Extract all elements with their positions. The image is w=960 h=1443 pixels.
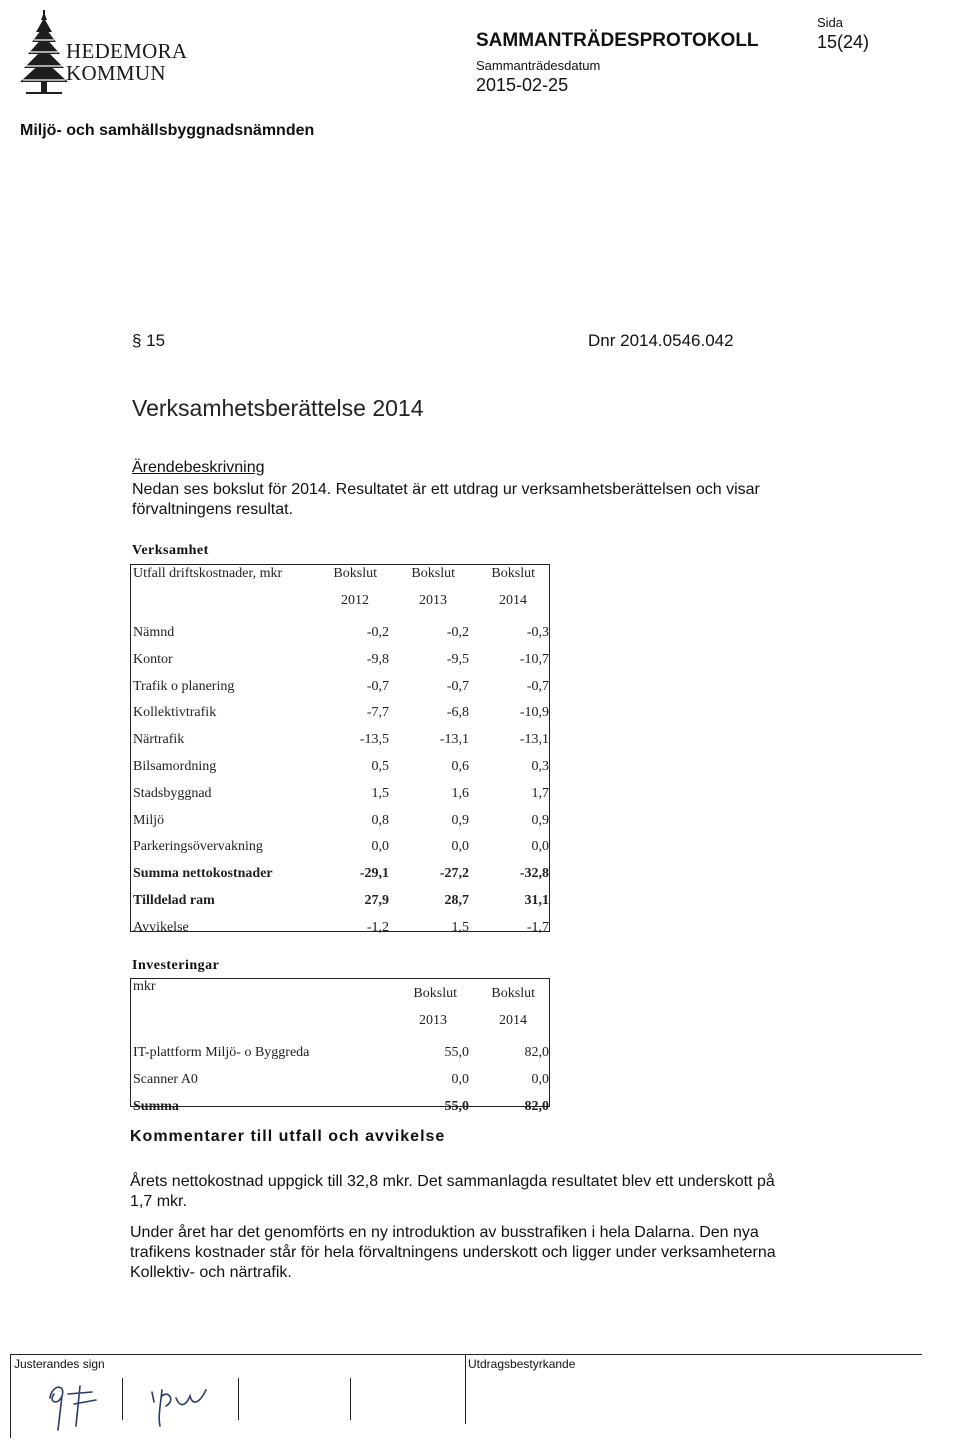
cell-value: 27,9 <box>364 892 389 908</box>
sign-divider <box>122 1378 123 1420</box>
table2-caption: Investeringar <box>132 958 220 973</box>
cell-value: 0,5 <box>371 758 389 774</box>
cell-value: -13,5 <box>359 732 389 748</box>
investments-table <box>131 979 549 1120</box>
row-label: Tilldelad ram <box>133 892 215 908</box>
row-label: Kollektivtrafik <box>133 705 217 721</box>
page-number: 15(24) <box>817 32 870 52</box>
cell-value: -0,7 <box>366 678 389 694</box>
table-header-row <box>131 566 549 593</box>
sign-divider <box>238 1378 239 1420</box>
cell-value: 55,0 <box>444 1098 469 1114</box>
cell-value: -7,7 <box>366 705 389 721</box>
cell-value: -9,5 <box>446 651 469 667</box>
comments-heading: Kommentarer till utfall och avvikelse <box>130 1128 446 1145</box>
row-label: Summa nettokostnader <box>133 866 273 882</box>
row-label: Närtrafik <box>133 732 185 748</box>
column-year: 2012 <box>341 592 369 608</box>
column-year: 2013 <box>419 1012 447 1028</box>
table-row <box>131 620 549 647</box>
column-year: 2014 <box>499 592 527 608</box>
row-label: Trafik o planering <box>133 678 235 694</box>
cell-value: -0,7 <box>446 678 469 694</box>
cell-value: -0,7 <box>526 678 549 694</box>
column-year: 2013 <box>419 592 447 608</box>
cell-value: 82,0 <box>524 1044 549 1060</box>
row-label: Summa <box>133 1098 179 1114</box>
row-label: Stadsbyggnad <box>133 785 212 801</box>
cell-value: 0,0 <box>451 839 469 855</box>
page-label: Sida <box>817 15 844 30</box>
footer-rule <box>10 1354 922 1355</box>
column-header: mkr <box>133 979 156 994</box>
paragraph-number: § 15 <box>132 331 166 350</box>
row-label: Miljö <box>133 812 165 828</box>
cell-value: -13,1 <box>439 732 469 748</box>
org-name <box>66 40 187 84</box>
column-header: Bokslut <box>491 566 535 581</box>
cell-value: 1,6 <box>451 785 469 801</box>
cell-value: 0,8 <box>371 812 389 828</box>
cell-value: 0,9 <box>451 812 469 828</box>
table-row <box>131 1040 549 1067</box>
org-name-line1: HEDEMORA <box>66 39 188 63</box>
table-row <box>131 673 549 700</box>
cell-value: 0,3 <box>531 758 549 774</box>
cell-value: 0,0 <box>371 839 389 855</box>
handwritten-initials-1 <box>40 1376 110 1436</box>
row-label: Parkeringsövervakning <box>133 839 263 855</box>
cell-value: -0,2 <box>446 624 469 640</box>
cell-value: 0,0 <box>451 1071 469 1087</box>
cell-value: 28,7 <box>444 892 469 908</box>
column-header: Utfall driftskostnader, mkr <box>133 566 283 581</box>
cell-value: -6,8 <box>446 705 469 721</box>
column-header: Bokslut <box>491 986 535 1001</box>
cell-value: -10,7 <box>519 651 549 667</box>
row-label: Bilsamordning <box>133 758 217 774</box>
committee-name: Miljö- och samhällsbyggnadsnämnden <box>20 122 315 139</box>
row-label: Scanner A0 <box>133 1071 198 1087</box>
case-number: Dnr 2014.0546.042 <box>588 331 734 350</box>
cell-value: 0,0 <box>531 839 549 855</box>
table-header-row <box>131 593 549 620</box>
cell-value: 82,0 <box>524 1098 549 1114</box>
cell-value: 0,9 <box>531 812 549 828</box>
table1-caption: Verksamhet <box>132 543 209 558</box>
extract-box-border <box>465 1354 466 1424</box>
comments-paragraph-1: Årets nettokostnad uppgick till 32,8 mkr. Det sammanlagda resultatet blev ett underskott på 1,7 mkr. <box>130 1173 775 1210</box>
table-row <box>131 1066 549 1093</box>
cell-value: 0,6 <box>451 758 469 774</box>
table-row <box>131 754 549 781</box>
table-row <box>131 807 549 834</box>
cell-value: 1,7 <box>531 785 549 801</box>
cell-value: -29,1 <box>359 866 389 882</box>
handwritten-initials-2 <box>146 1378 226 1430</box>
operations-table <box>131 566 549 941</box>
table-row <box>131 914 549 941</box>
column-header: Bokslut <box>333 566 377 581</box>
sign-label: Justerandes sign <box>14 1357 105 1371</box>
section-title: Verksamhetsberättelse 2014 <box>132 395 424 421</box>
document-title: SAMMANTRÄDESPROTOKOLL <box>476 30 759 51</box>
cell-value: 0,0 <box>531 1071 549 1087</box>
table-row <box>131 834 549 861</box>
table-row <box>131 861 549 888</box>
cell-value: -27,2 <box>439 866 469 882</box>
table-header-row <box>131 1013 549 1040</box>
cell-value: 1,5 <box>371 785 389 801</box>
row-label: Nämnd <box>133 624 175 640</box>
cell-value: -10,9 <box>519 705 549 721</box>
table-header-row <box>131 979 549 1013</box>
date-label: Sammanträdesdatum <box>476 58 601 73</box>
cell-value: -0,2 <box>366 624 389 640</box>
cell-value: 55,0 <box>444 1044 469 1060</box>
table-row <box>131 727 549 754</box>
table-row <box>131 888 549 915</box>
case-description-heading: Ärendebeskrivning <box>132 459 265 476</box>
cell-value: -9,8 <box>366 651 389 667</box>
cell-value: -0,3 <box>526 624 549 640</box>
cell-value: -1,2 <box>366 919 389 935</box>
table-row <box>131 780 549 807</box>
cell-value: 1,5 <box>451 919 469 935</box>
sign-divider <box>350 1378 351 1420</box>
sign-box-left-border <box>10 1354 11 1438</box>
extract-label: Utdragsbestyrkande <box>468 1357 576 1371</box>
table-row <box>131 1093 549 1120</box>
row-label: Avvikelse <box>133 919 189 935</box>
column-header: Bokslut <box>411 566 455 581</box>
row-label: IT-plattform Miljö- o Byggreda <box>133 1044 310 1060</box>
intro-paragraph: Nedan ses bokslut för 2014. Resultatet är ett utdrag ur verksamhetsberättelsen och visar förvaltningens resultat. <box>132 481 760 518</box>
column-header: Bokslut <box>413 986 457 1001</box>
cell-value: -13,1 <box>519 732 549 748</box>
cell-value: 31,1 <box>524 892 549 908</box>
table-row <box>131 646 549 673</box>
table-row <box>131 700 549 727</box>
org-name-line2: KOMMUN <box>66 61 166 85</box>
column-year: 2014 <box>499 1012 527 1028</box>
row-label: Kontor <box>133 651 173 667</box>
cell-value: -1,7 <box>526 919 549 935</box>
meeting-date: 2015-02-25 <box>476 75 569 95</box>
comments-paragraph-2: Under året har det genomförts en ny introduktion av busstrafiken i hela Dalarna. Den nya trafikens kostnader står för hela förvaltningens underskott och ligger under verksamheterna Kollektiv- och närtrafik. <box>130 1224 776 1281</box>
cell-value: -32,8 <box>519 866 549 882</box>
